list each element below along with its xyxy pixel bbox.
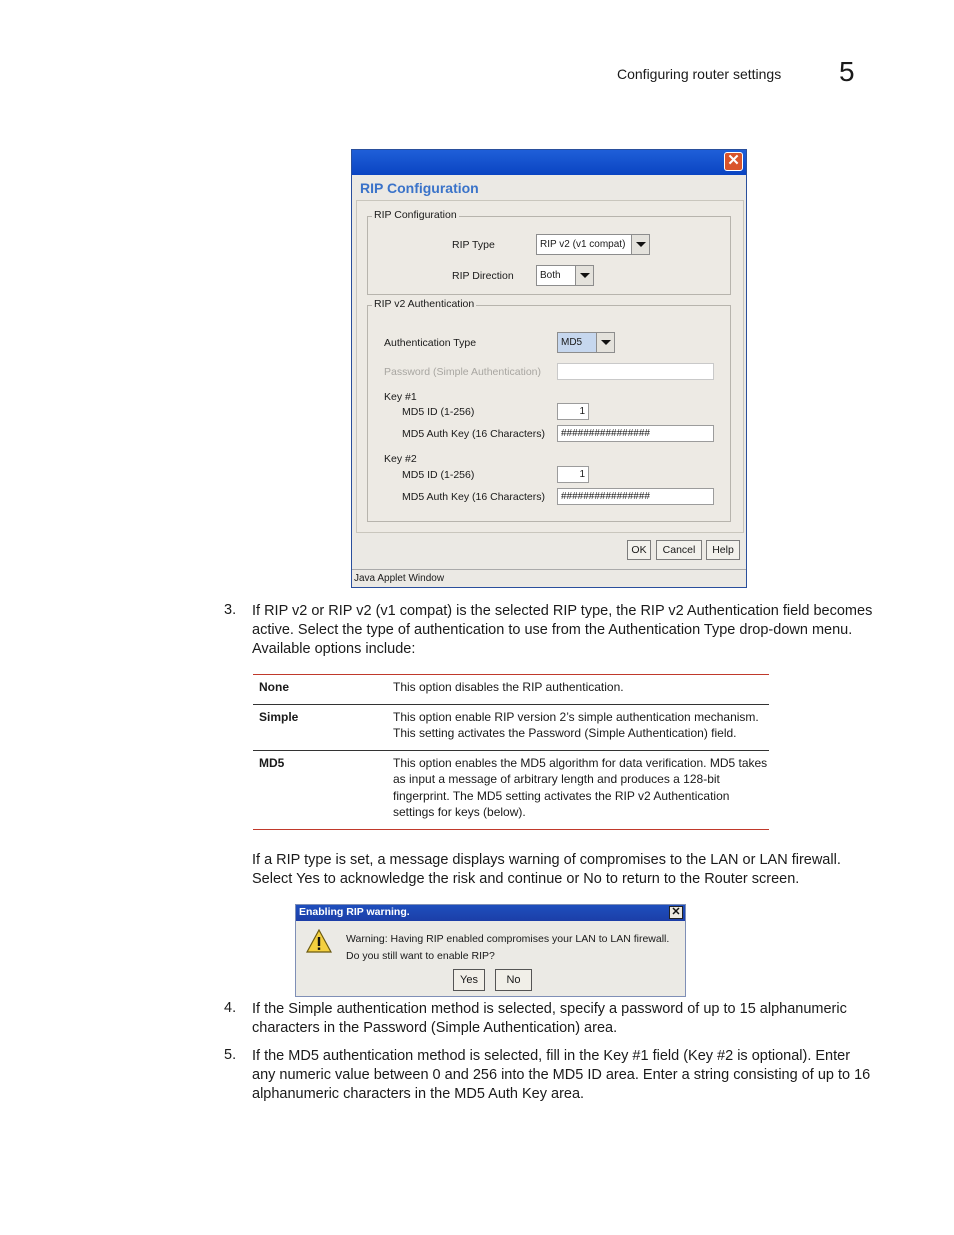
rip-type-value: RIP v2 (v1 compat) xyxy=(540,239,626,250)
rip-warning-dialog xyxy=(295,904,686,997)
option-description: This option enable RIP version 2’s simple authentication mechanism. This setting activates the Password (Simple Authentication) field. xyxy=(393,709,759,740)
rip-direction-select[interactable] xyxy=(536,265,594,286)
option-name: MD5 xyxy=(259,755,285,770)
option-name: None xyxy=(259,680,289,694)
key1-md5-auth-key-label: MD5 Auth Key (16 Characters) xyxy=(402,428,545,440)
warning-line-1: Warning: Having RIP enabled compromises your LAN to LAN firewall. xyxy=(346,933,670,945)
group-title: RIP Configuration xyxy=(374,209,457,221)
table-row xyxy=(253,751,769,829)
key1-md5-id-field[interactable]: 1 xyxy=(557,403,589,420)
table-row xyxy=(253,675,769,705)
password-field[interactable] xyxy=(557,363,714,380)
key1-md5-auth-key-field[interactable]: ################ xyxy=(557,425,714,442)
rip-configuration-dialog xyxy=(351,149,747,588)
authentication-type-value: MD5 xyxy=(561,337,583,348)
key2-label: Key #2 xyxy=(384,453,417,465)
step-4-text: If the Simple authentication method is selected, specify a password of up to 15 alphanumeric characters in the Password (Simple Authentication) area. xyxy=(252,1001,847,1036)
chapter-number: 5 xyxy=(839,56,855,87)
yes-button[interactable]: Yes xyxy=(453,969,485,991)
warning-note-text: If a RIP type is set, a message displays warning of compromises to the LAN or LAN firewall. Select Yes to acknowledge the risk and continue or No to return to the Router screen. xyxy=(252,852,841,887)
key1-label: Key #1 xyxy=(384,391,417,403)
password-label: Password (Simple Authentication) xyxy=(384,366,541,378)
table-row xyxy=(253,705,769,751)
dialog-panel xyxy=(356,200,744,533)
warning-line-2: Do you still want to enable RIP? xyxy=(346,950,495,962)
rip-type-label: RIP Type xyxy=(452,239,495,251)
option-description: This option enables the MD5 algorithm for data verification. MD5 takes as input a message of arbitrary length and produces a 128-bit fingerprint. The MD5 setting activates the RIP v2 Authentication settings for keys (below). xyxy=(393,755,768,819)
option-description: This option disables the RIP authentication. xyxy=(393,680,624,694)
cancel-button[interactable]: Cancel xyxy=(656,540,702,560)
rip-direction-label: RIP Direction xyxy=(452,270,514,282)
page-header-title: Configuring router settings xyxy=(617,66,782,82)
option-name: Simple xyxy=(259,709,299,724)
key2-md5-id-field[interactable]: 1 xyxy=(557,466,589,483)
authentication-type-select[interactable] xyxy=(557,332,615,353)
warning-icon xyxy=(306,929,332,953)
dialog-title-bar xyxy=(352,150,746,175)
warning-message xyxy=(346,931,669,965)
key2-md5-id-label: MD5 ID (1-256) xyxy=(402,469,475,481)
chevron-down-icon[interactable] xyxy=(575,266,593,285)
close-icon[interactable]: ✕ xyxy=(669,906,683,919)
rip-type-select[interactable] xyxy=(536,234,650,255)
authentication-options-table xyxy=(253,674,769,830)
warning-title: Enabling RIP warning. xyxy=(299,906,410,918)
group-title: RIP v2 Authentication xyxy=(374,298,475,310)
rip-v2-authentication-group xyxy=(367,298,731,522)
chevron-down-icon[interactable] xyxy=(596,333,614,352)
status-bar: Java Applet Window xyxy=(352,569,746,587)
step-3-text: If RIP v2 or RIP v2 (v1 compat) is the selected RIP type, the RIP v2 Authentication field becomes active. Select the type of authentication to use from the Authentication Type drop-down menu. Available options include: xyxy=(252,603,873,657)
step-number: 4. xyxy=(224,1000,237,1016)
dialog-heading: RIP Configuration xyxy=(360,180,479,196)
step-5-text: If the MD5 authentication method is selected, fill in the Key #1 field (Key #2 is optional). Enter any numeric value between 0 and 256 into the MD5 ID area. Enter a string consisting of up to 16 alphanumeric characters in the MD5 Auth Key area. xyxy=(252,1048,871,1102)
key2-md5-auth-key-label: MD5 Auth Key (16 Characters) xyxy=(402,491,545,503)
step-number: 3. xyxy=(224,602,237,618)
chevron-down-icon[interactable] xyxy=(631,235,649,254)
warning-title-bar xyxy=(296,905,685,921)
rip-direction-value: Both xyxy=(540,270,561,281)
step-number: 5. xyxy=(224,1047,237,1063)
help-button[interactable]: Help xyxy=(706,540,740,560)
key1-md5-id-label: MD5 ID (1-256) xyxy=(402,406,475,418)
authentication-type-label: Authentication Type xyxy=(384,337,477,349)
key2-md5-auth-key-field[interactable]: ################ xyxy=(557,488,714,505)
rip-configuration-group xyxy=(367,209,731,295)
close-icon[interactable]: ✕ xyxy=(724,152,743,171)
ok-button[interactable]: OK xyxy=(627,540,651,560)
no-button[interactable]: No xyxy=(495,969,532,991)
